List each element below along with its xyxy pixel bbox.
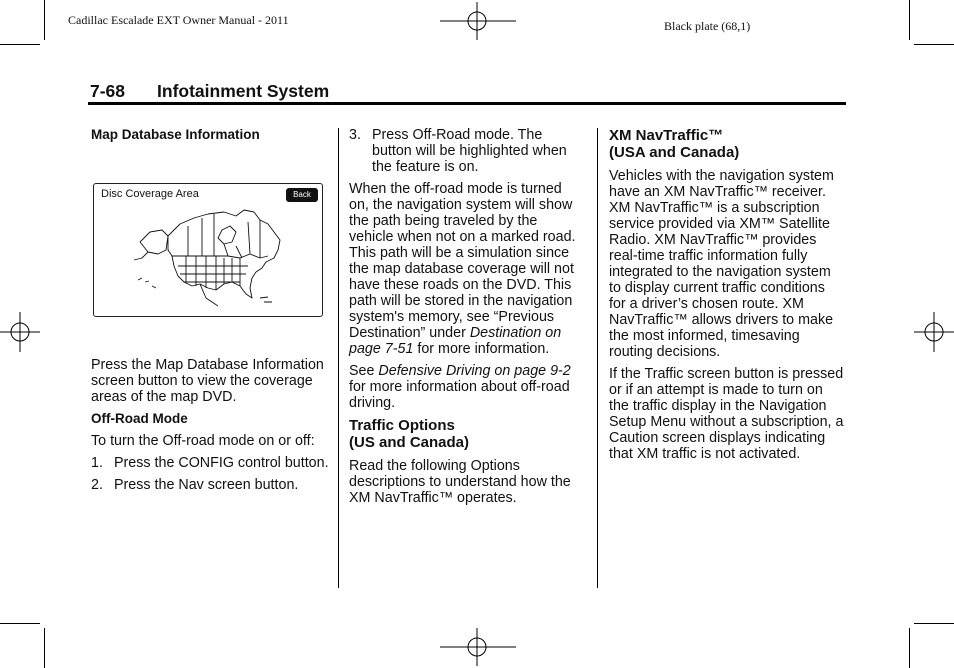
registration-mark-icon (0, 312, 40, 352)
list-item (91, 477, 329, 493)
text-run: When the off-road mode is turned on, the navigation system will show the path being traveled by the vehicle when not on a marked road. This path will be a simulation since the map database coverage will not have these roads on the DVD. This path will be stored in the navigation system's memory, see “Previous Destination” under (349, 181, 576, 341)
page-title (90, 81, 329, 102)
traffic-options-heading (349, 417, 585, 451)
registration-mark-icon (440, 2, 516, 40)
off-road-heading: Off-Road Mode (91, 411, 188, 426)
crop-mark (914, 44, 954, 45)
header-rule (88, 102, 846, 105)
crop-mark (909, 628, 910, 668)
defensive-driving-link[interactable]: Defensive Driving on page 9-2 (378, 363, 571, 379)
page-number: 7-68 (90, 81, 126, 101)
map-database-text: Press the Map Database Information screen button to view the coverage areas of the map DVD. (91, 357, 324, 405)
north-america-map-icon (128, 202, 298, 314)
off-road-description (349, 181, 585, 357)
list-text: Press the CONFIG control button. (114, 455, 329, 471)
defensive-driving-reference (349, 363, 585, 411)
list-item (349, 127, 585, 175)
destination-link[interactable]: Destination on page 7-51 (349, 325, 562, 357)
map-database-heading: Map Database Information (91, 127, 260, 142)
column-divider (597, 128, 598, 588)
column-3 (609, 127, 845, 468)
list-number: 1. (91, 455, 103, 471)
column-divider (338, 128, 339, 588)
back-button[interactable]: Back (286, 188, 318, 202)
list-item (91, 455, 329, 471)
list-number: 3. (349, 127, 361, 143)
crop-mark (0, 623, 40, 624)
crop-mark (914, 623, 954, 624)
heading-line: Traffic Options (349, 417, 455, 434)
crop-mark (44, 628, 45, 668)
list-text: Press the Nav screen button. (114, 477, 299, 493)
registration-mark-icon (440, 628, 516, 666)
manual-title: Cadillac Escalade EXT Owner Manual - 2011 (68, 13, 289, 27)
plate-label: Black plate (68,1) (664, 19, 751, 33)
text-run: for more information. (413, 341, 550, 357)
traffic-caution-text: If the Traffic screen button is pressed or if an attempt is made to turn on the traffic display in the Navigation Setup Menu without a subscription, a Caution screen displays indicating that XM traffic is not activated. (609, 366, 844, 462)
column-1-body (91, 357, 329, 499)
off-road-intro: To turn the Off-road mode on or off: (91, 433, 315, 449)
heading-line: (USA and Canada) (609, 144, 740, 161)
column-1 (91, 127, 329, 149)
disc-coverage-screen (93, 183, 323, 317)
crop-mark (909, 0, 910, 40)
registration-mark-icon (914, 312, 954, 352)
text-run: See (349, 363, 379, 379)
column-2 (349, 127, 585, 512)
heading-line: XM NavTraffic™ (609, 127, 724, 144)
text-run: for more information about off-road driving. (349, 379, 570, 411)
crop-mark (44, 0, 45, 40)
traffic-options-text: Read the following Options descriptions to understand how the XM NavTraffic™ operates. (349, 458, 571, 506)
list-number: 2. (91, 477, 103, 493)
xm-navtraffic-description: Vehicles with the navigation system have an XM NavTraffic™ receiver. XM NavTraffic™ is a subscription service provided via XM™ Satellite Radio. XM NavTraffic™ provides real-time traffic information fully integrated to the navigation system to display current traffic conditions for a driver’s chosen route. XM NavTraffic™ allows drivers to make the most informed, timesaving routing decisions. (609, 168, 834, 360)
crop-mark (0, 44, 40, 45)
screen-title: Disc Coverage Area (101, 188, 199, 200)
heading-line: (US and Canada) (349, 434, 470, 451)
list-text: Press Off-Road mode. The button will be highlighted when the feature is on. (372, 127, 567, 175)
section-name: Infotainment System (157, 81, 330, 101)
xm-navtraffic-heading (609, 127, 845, 161)
